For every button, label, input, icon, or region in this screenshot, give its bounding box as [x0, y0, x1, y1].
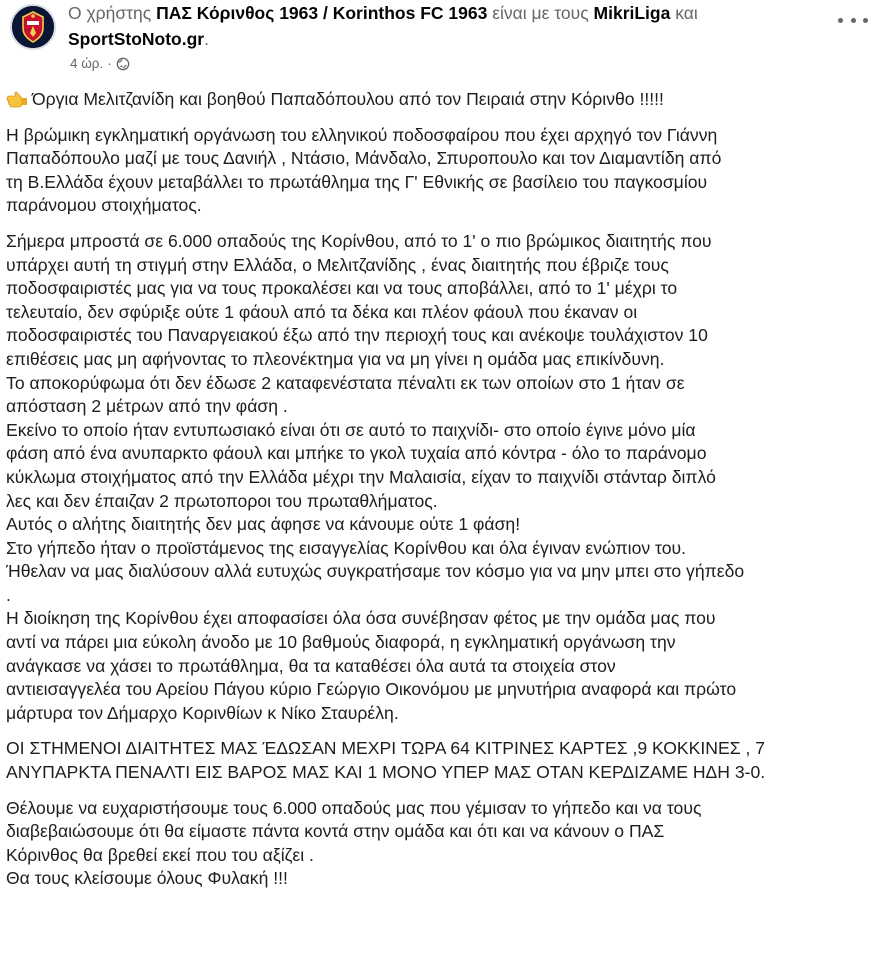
post-header: [8, 0, 870, 80]
post-header-text: [68, 0, 828, 71]
post-paragraph-3: ΟΙ ΣΤΗΜΕΝΟΙ ΔΙΑΙΤΗΤΕΣ ΜΑΣ ΈΔΩΣΑΝ ΜΕΧΡΙ ΤΩΡΑ 64 ΚΙΤΡΙΝΕΣ ΚΑΡΤΕΣ ,9 ΚΟΚΚΙΝΕΣ , 7 ΑΝΥΠΑΡΚΤΑ ΠΕΝΑΛΤΙ ΕΙΣ ΒΑΡΟΣ ΜΑΣ ΚΑΙ 1 ΜΟΝΟ ΥΠΕΡ ΜΑΣ ΟΤΑΝ ΚΕΡΔΙΖΑΜΕ ΗΔΗ 3-0.: [6, 738, 766, 783]
post-headline: [6, 88, 868, 112]
paragraph-gap: [6, 725, 868, 737]
tagged-page-mikriliga[interactable]: MikriLiga: [593, 3, 671, 23]
post-author-line-2: [68, 26, 828, 52]
paragraph-gap: [6, 112, 868, 124]
more-options-icon[interactable]: [838, 10, 868, 30]
post-author-line: [68, 0, 828, 26]
globe-icon[interactable]: [116, 57, 130, 71]
post-paragraph-4: Θέλουμε να ευχαριστήσουμε τους 6.000 οπαδούς μας που γέμισαν το γήπεδο και να τους διαβεβαιώσουμε ότι θα είμαστε πάντα κοντά στην ομάδα και ότι και να κάνουν ο ΠΑΣ Κόρινθος θα βρεθεί εκεί που του αξίζει . Θα τους κλείσουμε όλους Φυλακή !!!: [6, 797, 702, 889]
meta-separator: ·: [107, 56, 112, 71]
post-timestamp[interactable]: 4 ώρ.: [70, 56, 104, 71]
tag2-suffix: .: [204, 29, 209, 49]
and-text: και: [670, 3, 698, 23]
tagged-page-sportstonoto[interactable]: SportStoNoto.gr: [68, 29, 205, 49]
paragraph-gap: [6, 785, 868, 797]
with-text: είναι με τους: [487, 3, 594, 23]
post-body: [6, 88, 868, 891]
post-meta: [68, 56, 828, 71]
author-name-link[interactable]: ΠΑΣ Κόρινθος 1963 / Korinthos FC 1963: [156, 3, 488, 23]
pointing-hand-icon: [6, 90, 28, 108]
post-headline-text: Όργια Μελιτζανίδη και βοηθού Παπαδόπουλου από τον Πειραιά στην Κόρινθο !!!!!: [32, 89, 664, 109]
page-avatar[interactable]: [10, 4, 56, 50]
post-paragraph-2: Σήμερα μπροστά σε 6.000 οπαδούς της Κορίνθου, από το 1' ο πιο βρώμικος διαιτητής που υπάρχει αυτή τη στιγμή στην Ελλάδα, ο Μελιτζανίδης , ένας διαιτητής που έβριζε τους ποδοσφαιριστές μας για να τους προκαλέσει και να τους αποβάλλει, από το 1' μέχρι το τελευταίο, δεν σφύριξε ούτε 1 φάουλ από τα δέκα και πλέον φάουλ που έκαναν οι ποδοσφαιριστές του Παναργειακού έξω από την περιοχή τους και ανέκοψε τουλάχιστον 10 επιθέσεις μας μη αφήνοντας το πλεονέκτημα για να μη γίνει η ομάδα μας επικίνδυνη. Το αποκορύφωμα ότι δεν έδωσε 2 καταφενέστατα πέναλτι εκ των οποίων στο 1 ήταν σε απόσταση 2 μέτρων από την φάση . Εκείνο το οποίο ήταν εντυπωσιακό είναι ότι σε αυτό το παιχνίδι- στο οποίο έγινε μόνο μία φάση από ένα ανυπαρκτο φάουλ και μπήκε το γκολ τυχαία από κόντρα - όλο το παράνομο κύκλωμα στοιχήματος από την Ελλάδα μέχρι την Μαλαισία, είχαν το παιχνίδι στάνταρ διπλό λες και δεν έπαιζαν 2 πρωτοποροι του πρωταθλήματος. Αυτός ο αλήτης διαιτητής δεν μας άφησε να κάνουμε ούτε 1 φάση! Στο γήπεδο ήταν ο προϊστάμενος της εισαγγελίας Κορίνθου και όλα έγιναν ενώπιον του. Ήθελαν να μας διαλύσουν αλλά ευτυχώς συγκρατήσαμε τον κόσμο για να μην μπει στο γήπεδο . Η διοίκηση της Κορίνθου έχει αποφασίσει όλα όσα συνέβησαν φέτος με την ομάδα μας που αντί να πάρει μια εύκολη άνοδο με 10 βαθμούς διαφορά, η εγκληματική οργάνωση την ανάγκασε να χάσει το πρωτάθλημα, θα τα καταθέσει όλα αυτά τα στοιχεία στον αντιεισαγγελέα του Αρείου Πάγου κύριο Γεώργιο Οικονόμου με μηνυτήρια αναφορά και πρώτο μάρτυρα τον Δήμαρχο Κορινθίων κ Νίκο Σταυρέλη.: [6, 230, 745, 723]
post-paragraph-1: Η βρώμικη εγκληματική οργάνωση του ελληνικού ποδοσφαίρου που έχει αρχηγό τον Γιάννη Παπαδόπουλο μαζί με τους Δανιήλ , Ντάσιο, Μάνδαλο, Σπυροπουλο και τον Διαμαντίδη από τη Β.Ελλάδα έχουν μεταβάλλει το πρωτάθλημα της Γ' Εθνικής σε βασίλειο του παγκοσμίου παράνομου στοιχήματος.: [6, 124, 722, 216]
paragraph-gap: [6, 218, 868, 230]
club-crest-icon: [12, 6, 54, 48]
author-prefix: Ο χρήστης: [68, 3, 157, 23]
